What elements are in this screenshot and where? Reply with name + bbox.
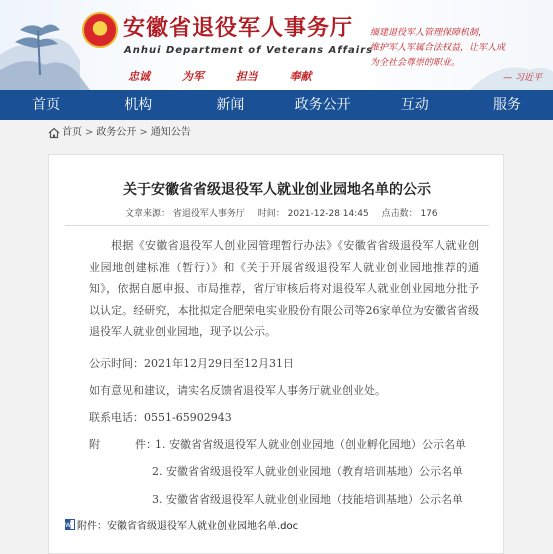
nav-item-home[interactable]: 首页 — [32, 97, 61, 113]
article-title: 关于安徽省省级退役军人就业创业园地名单的公示 — [123, 182, 431, 198]
slogan-line: 缅建退役军人管理保障机制， — [370, 28, 488, 38]
breadcrumb-government-affairs[interactable]: 政务公开 — [96, 127, 137, 138]
nav-item-interaction[interactable]: 互动 — [400, 97, 429, 113]
main-nav — [0, 90, 553, 120]
article-source: 文章来源： 省退役军人事务厅 — [125, 209, 245, 219]
feedback-note: 如有意见和建议，请实名反馈省退役军人事务厅就业创业处。 — [89, 384, 386, 397]
motto-item: 担当 — [235, 70, 258, 83]
motto-item: 奉献 — [289, 70, 312, 83]
article-paragraph: 根据《安徽省退役军人创业园管理暂行办法》《安徽省省级退役军人就业创业园地创建标准（暂行）》和《关于开展省级退役军人就业创业园地推荐的通知》，依据自愿申报、市局推荐，省厅审核后将对退役军人就业创业园地分批予以认定。经研究，本批拟定合肥荣电实业股份有限公司等26家单位为安徽省省级退役军人就业创业园地，现予以公示。 — [89, 239, 479, 338]
attachment-item: 2. 安徽省省级退役军人就业创业园地（教育培训基地）公示名单 — [152, 465, 463, 478]
slogan-signature: — 习近平 — [503, 73, 542, 83]
attachment-file-name[interactable]: 附件：安徽省省级退役军人就业创业园地名单.doc — [77, 521, 299, 532]
slogan-quote — [370, 26, 548, 86]
breadcrumb-home[interactable]: 首页 — [62, 127, 82, 138]
article-time: 时间： 2021-12-28 14:45 — [257, 209, 369, 219]
breadcrumb — [48, 123, 191, 143]
contact-phone: 联系电话：0551-65902943 — [89, 411, 232, 424]
breadcrumb-notices[interactable]: 通知公告 — [150, 127, 191, 138]
attachment-item: 1. 安徽省省级退役军人就业创业园地（创业孵化园地）公示名单 — [155, 438, 466, 451]
attachment-download-link[interactable] — [65, 517, 298, 532]
motto — [128, 68, 340, 84]
motto-item: 为军 — [181, 70, 204, 83]
breadcrumb-separator: > — [139, 127, 148, 138]
site-title-english: Anhui Department of Veterans Affairs — [124, 45, 374, 56]
article-hits: 点击数： 176 — [381, 209, 438, 219]
national-emblem-icon: ★ — [82, 12, 118, 48]
slogan-line: 为全社会尊崇的职业。 — [370, 58, 461, 68]
nav-item-organization[interactable]: 机构 — [124, 97, 153, 113]
article-meta — [125, 206, 448, 219]
svg-text:W: W — [65, 522, 71, 529]
attachments-label: 附 件： — [89, 438, 157, 451]
nav-item-news[interactable]: 新闻 — [216, 97, 245, 113]
divider — [65, 225, 489, 226]
word-document-icon — [65, 519, 75, 530]
site-title: 安徽省退役军人事务厅 — [123, 16, 354, 41]
motto-item: 忠诚 — [128, 70, 150, 83]
article-card — [48, 154, 504, 554]
slogan-line: 维护军人军属合法权益，让军人成 — [370, 43, 506, 53]
nav-item-government-affairs[interactable]: 政务公开 — [294, 97, 351, 113]
home-icon — [48, 127, 60, 139]
breadcrumb-separator: > — [85, 127, 94, 138]
site-header — [0, 0, 553, 90]
attachment-item: 3. 安徽省省级退役军人就业创业园地（技能培训基地）公示名单 — [152, 493, 463, 506]
announcement-period: 公示时间：2021年12月29日至12月31日 — [89, 357, 294, 370]
nav-item-service[interactable]: 服务 — [492, 97, 521, 113]
